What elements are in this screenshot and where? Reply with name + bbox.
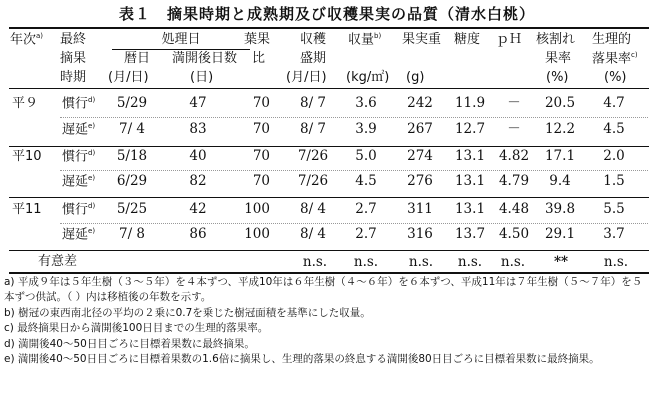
header-fruit-weight: 果実重 [402,32,442,47]
cell-days: 42 [189,201,207,217]
sig-ph: n.s. [500,254,526,270]
cell-timing-sup: d) [88,96,96,104]
cell-timing-sup: d) [88,149,96,157]
cell-split: 9.4 [549,173,571,189]
header-drop-2-wrap [592,52,638,65]
cell-ph: 4.79 [498,173,530,189]
header-yield-unit: (kg/㎡) [346,70,390,85]
cell-ph: 4.82 [498,148,530,164]
cell-timing-sup: e) [88,227,96,235]
sig-yield: n.s. [353,254,379,270]
cell-weight: 274 [407,148,433,164]
cell-timing [62,150,95,163]
cell-brix: 13.1 [454,173,486,189]
footnote-b: b) 樹冠の東西南北径の平均の２乗に0.7を乗じた樹冠面積を基準にした収量。 [4,306,371,319]
header-treatment: 処理日 [161,32,201,47]
header-treatment-underline [112,49,250,50]
top-rule [9,27,649,29]
cell-harvest: 8/ 4 [299,226,327,242]
header-year-label: 年次 [10,32,37,48]
cell-year: 平10 [12,149,42,164]
header-unit-day: (日) [190,70,214,85]
cell-days: 47 [189,95,207,111]
cell-brix: 11.9 [454,95,486,111]
cell-ph: 4.48 [498,201,530,217]
cell-weight: 311 [407,201,433,217]
cell-timing [62,175,95,188]
header-pit-split-1: 核割れ [536,32,576,47]
table-bottom-rule [9,272,649,274]
cell-timing-label: 遅延 [62,227,89,243]
cell-timing-label: 慣行 [62,149,89,165]
cell-timing-sup: e) [88,174,96,182]
cell-drop: 2.0 [603,148,625,164]
cell-timing-label: 遅延 [62,174,89,190]
cell-ratio: 100 [244,201,270,217]
cell-harvest: 7/26 [297,148,329,164]
cell-year: 平11 [12,202,42,217]
header-thinning-2: 摘果 [60,51,87,66]
group-rule-2 [9,197,649,198]
cell-split: 12.2 [544,121,576,137]
header-unit-md: (月/日) [108,70,149,85]
header-drop-unit: (%) [604,70,627,85]
cell-ratio: 100 [244,226,270,242]
footnote-d: d) 満開後40～50日目ごろに目標着果数に最終摘果。 [4,337,255,350]
cell-year: 平９ [12,96,39,111]
header-year-sup: a) [36,32,44,40]
header-pit-split-unit: (%) [546,70,569,85]
cell-yield: 5.0 [355,148,377,164]
header-yield-sup: b) [374,32,382,40]
sig-split: ** [553,254,569,270]
header-year [10,33,43,46]
cell-split: 39.8 [544,201,576,217]
header-leaf-2: 比 [252,51,266,66]
body-bottom-rule [9,250,649,251]
cell-date: 5/18 [116,148,148,164]
header-yield [348,33,381,46]
cell-yield: 3.6 [355,95,377,111]
significance-label: 有意差 [38,254,78,269]
row-divider [60,170,648,171]
cell-timing-label: 遅延 [62,122,89,138]
header-ph: ｐＨ [496,32,523,47]
cell-timing [62,228,95,241]
cell-date: 7/ 8 [118,226,146,242]
cell-harvest: 7/26 [297,173,329,189]
cell-harvest: 8/ 7 [299,95,327,111]
header-drop [592,33,631,46]
header-leaf-1: 葉果 [244,32,271,47]
header-yield-label: 収量 [348,32,375,48]
cell-timing-label: 慣行 [62,96,89,112]
cell-timing-label: 慣行 [62,202,89,218]
cell-harvest: 8/ 7 [299,121,327,137]
cell-drop: 1.5 [603,173,625,189]
cell-weight: 267 [407,121,433,137]
sig-harvest: n.s. [302,254,328,270]
cell-timing [62,97,95,110]
header-harvest-1: 収穫 [300,32,327,47]
cell-days: 86 [189,226,207,242]
footnote-a: a) 平成９年は５年生樹（３～５年）を４本ずつ、平成10年は６年生樹（４～６年）を６本ずつ、平成11年は７年生樹（５～７年）を５本ずつ供試。（ ）内は移植後の年数を示す。 [4,276,643,304]
cell-brix: 13.1 [454,148,486,164]
sig-weight: n.s. [408,254,434,270]
header-harvest-unit: (月/日) [286,70,327,85]
cell-brix: 13.1 [454,201,486,217]
cell-split: 17.1 [544,148,576,164]
cell-drop: 5.5 [603,201,625,217]
header-rule [9,88,649,89]
header-fruit-weight-unit: (g) [406,70,425,85]
cell-yield: 3.9 [355,121,377,137]
cell-drop: 3.7 [603,226,625,242]
cell-timing-sup: d) [88,202,96,210]
footnotes [4,275,650,367]
cell-split: 20.5 [544,95,576,111]
cell-ratio: 70 [252,121,270,137]
header-sugar: 糖度 [454,32,481,47]
footnote-c: c) 最終摘果日から満開後100日目までの生理的落果率。 [4,322,269,335]
header-pit-split-2: 果率 [545,51,572,66]
sig-drop: n.s. [603,254,629,270]
header-drop-sup: c) [631,51,638,59]
cell-ph: 4.50 [498,226,530,242]
cell-drop: 4.5 [603,121,625,137]
cell-days: 82 [189,173,207,189]
row-divider [60,223,648,224]
cell-days: 40 [189,148,207,164]
cell-date: 5/29 [116,95,148,111]
header-days-after-bloom: 満開後日数 [172,51,238,66]
row-divider [60,117,648,118]
cell-weight: 276 [407,173,433,189]
cell-brix: 13.7 [454,226,486,242]
cell-ratio: 70 [252,173,270,189]
header-harvest-2: 盛期 [300,51,327,66]
cell-yield: 4.5 [355,173,377,189]
cell-days: 83 [189,121,207,137]
header-thinning-1: 最終 [60,32,87,47]
cell-drop: 4.7 [603,95,625,111]
cell-weight: 242 [407,95,433,111]
cell-date: 6/29 [116,173,148,189]
cell-timing-sup: e) [88,122,96,130]
cell-date: 7/ 4 [118,121,146,137]
header-thinning-3: 時期 [60,70,87,85]
cell-harvest: 8/ 4 [299,201,327,217]
header-drop-label-2: 落果率 [592,51,632,67]
header-drop-label-1: 生理的 [592,32,632,47]
cell-timing [62,203,95,216]
cell-weight: 316 [407,226,433,242]
cell-ratio: 70 [252,148,270,164]
cell-brix: 12.7 [454,121,486,137]
cell-ph: － [507,95,521,111]
sig-brix: n.s. [457,254,483,270]
group-rule-1 [9,146,649,147]
cell-ph: － [507,121,521,137]
footnote-e: e) 満開後40～50日目ごろに目標着果数の1.6倍に摘果し、生理的落果の終息する満開後80日目ごろに目標着果数に最終摘果。 [4,353,600,366]
cell-yield: 2.7 [355,201,377,217]
cell-date: 5/25 [116,201,148,217]
cell-ratio: 70 [252,95,270,111]
cell-split: 29.1 [544,226,576,242]
header-calendar-date: 暦日 [124,51,151,66]
table-title: 表１ 摘果時期と成熟期及び収穫果実の品質（清水白桃） [118,5,535,23]
cell-timing [62,123,95,136]
cell-yield: 2.7 [355,226,377,242]
